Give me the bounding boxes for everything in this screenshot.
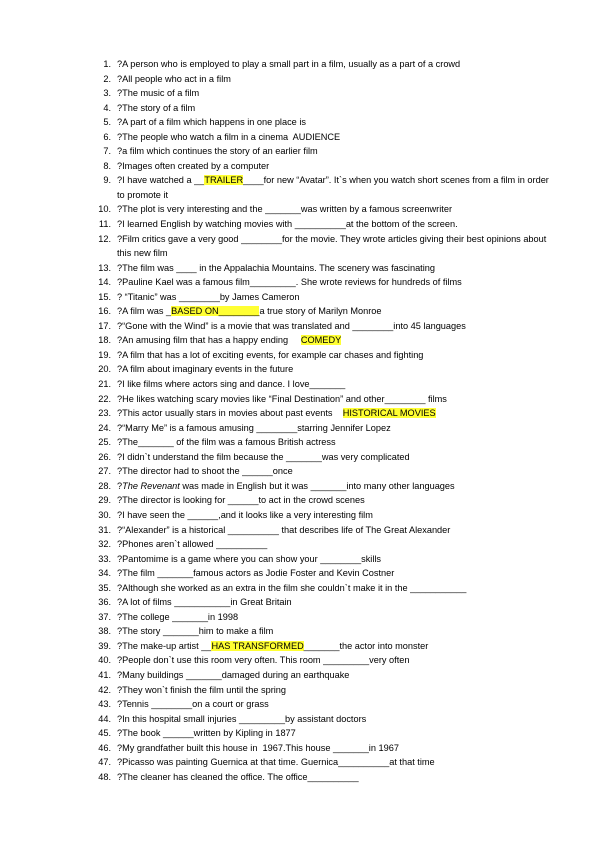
text-segment: ?Many buildings _______damaged during an earthquake bbox=[117, 669, 350, 680]
item-text bbox=[117, 510, 373, 520]
item-number: 45. bbox=[98, 728, 111, 739]
list-item bbox=[97, 159, 557, 174]
text-segment: ?I like films where actors sing and dance. I love_______ bbox=[117, 379, 346, 390]
item-text bbox=[117, 103, 195, 113]
item-number: 27. bbox=[98, 466, 111, 477]
highlighted-answer: HISTORICAL MOVIES bbox=[342, 408, 436, 419]
list-item bbox=[97, 232, 557, 261]
item-number: 48. bbox=[98, 771, 111, 782]
list-item bbox=[97, 566, 557, 581]
list-item bbox=[97, 86, 557, 101]
item-number: 32. bbox=[98, 539, 111, 550]
text-segment: ?Pantomime is a game where you can show your ________skills bbox=[117, 553, 382, 564]
item-number: 22. bbox=[98, 393, 111, 404]
text-segment: ?People don`t use this room very often. This room _________very often bbox=[117, 655, 410, 666]
highlighted-answer: TRAILER bbox=[204, 175, 244, 186]
item-text bbox=[117, 408, 436, 418]
list-item bbox=[97, 595, 557, 610]
text-segment: ?A person who is employed to play a small part in a film, usually as a part of a crowd bbox=[117, 59, 461, 69]
list-item bbox=[97, 173, 557, 202]
item-number: 3. bbox=[103, 88, 111, 99]
item-number: 5. bbox=[103, 117, 111, 128]
list-item bbox=[97, 130, 557, 145]
item-text bbox=[117, 423, 391, 433]
text-segment: ?The director is looking for ______to act in the crowd scenes bbox=[117, 495, 365, 506]
list-item bbox=[97, 712, 557, 727]
text-segment: ? “Titanic” was ________by James Cameron bbox=[117, 291, 300, 302]
text-segment: ?The make-up artist __ bbox=[117, 640, 212, 651]
list-item bbox=[97, 435, 557, 450]
item-number: 47. bbox=[98, 757, 111, 768]
text-segment: ?The book ______written by Kipling in 1877 bbox=[117, 728, 296, 739]
text-segment: ?The director had to shoot the ______once bbox=[117, 466, 293, 477]
list-item bbox=[97, 450, 557, 465]
item-number: 6. bbox=[103, 131, 111, 142]
item-number: 17. bbox=[98, 320, 111, 331]
item-text bbox=[117, 481, 455, 491]
item-number: 31. bbox=[98, 524, 111, 535]
text-segment: ?I have seen the ______,and it looks like a very interesting film bbox=[117, 509, 373, 520]
list-item bbox=[97, 653, 557, 668]
item-text bbox=[117, 641, 428, 651]
list-item bbox=[97, 217, 557, 232]
item-text bbox=[117, 539, 267, 549]
item-number: 15. bbox=[98, 291, 111, 302]
list-item bbox=[97, 392, 557, 407]
list-item bbox=[97, 770, 557, 785]
text-segment: ?A part of a film which happens in one place is bbox=[117, 117, 306, 128]
text-segment: ?“Marry Me” is a famous amusing ________starring Jennifer Lopez bbox=[117, 422, 391, 433]
item-text bbox=[117, 772, 359, 782]
text-segment: ?The story of a film bbox=[117, 102, 196, 113]
item-text bbox=[117, 132, 340, 142]
highlighted-answer: COMEDY bbox=[300, 335, 342, 346]
text-segment: ?This actor usually stars in movies about past events bbox=[117, 408, 343, 419]
item-text bbox=[117, 597, 292, 607]
item-number: 1. bbox=[103, 59, 111, 69]
list-item bbox=[97, 319, 557, 334]
item-text bbox=[117, 554, 381, 564]
list-item bbox=[97, 144, 557, 159]
list-item bbox=[97, 57, 557, 72]
list-item bbox=[97, 275, 557, 290]
text-segment: ?The film _______famous actors as Jodie Foster and Kevin Costner bbox=[117, 568, 395, 579]
text-segment: ?Picasso was painting Guernica at that time. Guernica__________at that time bbox=[117, 757, 435, 768]
item-number: 20. bbox=[98, 364, 111, 375]
item-text bbox=[117, 452, 410, 462]
text-segment: ?The music of a film bbox=[117, 88, 200, 99]
list-item bbox=[97, 741, 557, 756]
text-segment: ?The cleaner has cleaned the office. The office__________ bbox=[117, 771, 359, 782]
text-segment: ?Pauline Kael was a famous film_________. She wrote reviews for hundreds of films bbox=[117, 277, 462, 288]
text-segment: ?An amusing film that has a happy ending bbox=[117, 335, 301, 346]
item-text bbox=[117, 728, 296, 738]
item-text bbox=[117, 350, 423, 360]
item-number: 11. bbox=[98, 219, 111, 230]
item-text bbox=[117, 306, 382, 316]
list-item bbox=[97, 552, 557, 567]
text-segment: ?A lot of films ___________in Great Britain bbox=[117, 597, 292, 608]
text-segment: ?A film about imaginary events in the future bbox=[117, 364, 294, 375]
list-item bbox=[97, 421, 557, 436]
list-item bbox=[97, 581, 557, 596]
text-segment: ?The college _______in 1998 bbox=[117, 611, 239, 622]
item-text bbox=[117, 612, 238, 622]
item-text bbox=[117, 335, 341, 345]
text-segment: ?“Gone with the Wind” is a movie that was translated and ________into 45 languages bbox=[117, 320, 466, 331]
text-segment: ?In this hospital small injuries _________by assistant doctors bbox=[117, 713, 367, 724]
item-number: 4. bbox=[103, 102, 111, 113]
item-number: 24. bbox=[98, 422, 111, 433]
question-list bbox=[97, 57, 557, 784]
text-segment: ?I have watched a __ bbox=[117, 175, 205, 186]
item-number: 46. bbox=[98, 742, 111, 753]
list-item bbox=[97, 115, 557, 130]
text-segment: ?I learned English by watching movies with __________at the bottom of the screen. bbox=[117, 219, 458, 230]
list-item bbox=[97, 479, 557, 494]
text-segment: ?“Alexander” is a historical __________ that describes life of The Great Alexander bbox=[117, 524, 451, 535]
item-text bbox=[117, 394, 447, 404]
item-text bbox=[117, 699, 269, 709]
item-number: 35. bbox=[98, 582, 111, 593]
item-text bbox=[117, 204, 452, 214]
item-number: 39. bbox=[98, 640, 111, 651]
highlighted-answer: HAS TRANSFORMED bbox=[211, 640, 304, 651]
item-number: 19. bbox=[98, 349, 111, 360]
list-item bbox=[97, 304, 557, 319]
item-number: 37. bbox=[98, 611, 111, 622]
text-segment: ?Images often created by a computer bbox=[117, 160, 270, 171]
text-segment: ? bbox=[117, 480, 123, 491]
text-segment: _______the actor into monster bbox=[303, 640, 429, 651]
item-number: 38. bbox=[98, 626, 111, 637]
item-number: 43. bbox=[98, 699, 111, 710]
text-segment: ?Phones aren`t allowed __________ bbox=[117, 539, 268, 550]
item-text bbox=[117, 88, 199, 98]
text-segment: ?The people who watch a film in a cinema AUDIENCE bbox=[117, 131, 341, 142]
list-item bbox=[97, 755, 557, 770]
item-number: 2. bbox=[103, 73, 111, 84]
list-item bbox=[97, 406, 557, 421]
list-item bbox=[97, 508, 557, 523]
list-item bbox=[97, 101, 557, 116]
item-text bbox=[117, 146, 318, 156]
item-number: 21. bbox=[98, 379, 111, 390]
item-number: 29. bbox=[98, 495, 111, 506]
list-item bbox=[97, 377, 557, 392]
text-segment: ?The plot is very interesting and the _______was written by a famous screenwriter bbox=[117, 204, 453, 215]
item-number: 8. bbox=[103, 160, 111, 171]
item-text bbox=[117, 379, 345, 389]
list-item bbox=[97, 202, 557, 217]
list-item bbox=[97, 333, 557, 348]
list-item bbox=[97, 610, 557, 625]
item-text bbox=[117, 626, 273, 636]
text-segment: ?Tennis ________on a court or grass bbox=[117, 699, 269, 710]
list-item bbox=[97, 726, 557, 741]
item-number: 12. bbox=[98, 233, 111, 244]
list-item bbox=[97, 362, 557, 377]
list-item bbox=[97, 639, 557, 654]
text-segment: ?All people who act in a film bbox=[117, 73, 231, 84]
text-segment: ?Although she worked as an extra in the film she couldn`t make it in the ___________ bbox=[117, 582, 467, 593]
item-number: 36. bbox=[98, 597, 111, 608]
item-text bbox=[117, 321, 466, 331]
text-segment: ?A film was _ bbox=[117, 306, 172, 317]
item-text bbox=[117, 364, 293, 374]
text-segment: ?My grandfather built this house in 1967.This house _______in 1967 bbox=[117, 742, 399, 753]
list-item bbox=[97, 668, 557, 683]
item-number: 25. bbox=[98, 437, 111, 448]
item-text bbox=[117, 714, 366, 724]
item-number: 16. bbox=[98, 306, 111, 317]
text-segment: ?He likes watching scary movies like “Final Destination” and other________ films bbox=[117, 393, 447, 404]
item-text bbox=[117, 292, 299, 302]
item-number: 10. bbox=[98, 204, 111, 215]
item-text bbox=[117, 757, 435, 767]
item-text bbox=[117, 568, 394, 578]
text-segment: ____for new “Avatar”. It`s when you watch short scenes from a film in order to promote it bbox=[117, 175, 552, 200]
item-number: 28. bbox=[98, 480, 111, 491]
item-text bbox=[117, 685, 286, 695]
item-text bbox=[117, 175, 551, 200]
item-text bbox=[117, 466, 293, 476]
list-item bbox=[97, 523, 557, 538]
item-text bbox=[117, 234, 549, 259]
item-number: 23. bbox=[98, 408, 111, 419]
text-segment: a true story of Marilyn Monroe bbox=[259, 306, 382, 317]
item-text bbox=[117, 437, 336, 447]
text-segment: ?The story _______him to make a film bbox=[117, 626, 274, 637]
item-number: 26. bbox=[98, 451, 111, 462]
item-text bbox=[117, 117, 306, 127]
item-text bbox=[117, 583, 466, 593]
list-item bbox=[97, 683, 557, 698]
item-text bbox=[117, 670, 349, 680]
item-text bbox=[117, 277, 462, 287]
italic-title: The Revenant bbox=[122, 480, 180, 491]
text-segment: ?They won`t finish the film until the spring bbox=[117, 684, 287, 695]
text-segment: ?I didn`t understand the film because the _______was very complicated bbox=[117, 451, 410, 462]
list-item bbox=[97, 697, 557, 712]
text-segment: ?The_______ of the film was a famous British actress bbox=[117, 437, 336, 448]
item-text bbox=[117, 219, 458, 229]
item-number: 9. bbox=[103, 175, 111, 186]
text-segment: ?a film which continues the story of an earlier film bbox=[117, 146, 318, 157]
item-text bbox=[117, 655, 409, 665]
item-text bbox=[117, 495, 365, 505]
item-text bbox=[117, 161, 269, 171]
text-segment: ?The film was ____ in the Appalachia Mountains. The scenery was fascinating bbox=[117, 262, 435, 273]
item-number: 42. bbox=[98, 684, 111, 695]
item-number: 14. bbox=[98, 277, 111, 288]
text-segment: ?A film that has a lot of exciting events, for example car chases and fighting bbox=[117, 349, 424, 360]
item-number: 7. bbox=[103, 146, 111, 157]
list-item bbox=[97, 624, 557, 639]
item-text bbox=[117, 743, 399, 753]
item-number: 18. bbox=[98, 335, 111, 346]
list-item bbox=[97, 348, 557, 363]
list-item bbox=[97, 537, 557, 552]
list-item bbox=[97, 72, 557, 87]
text-segment: ?Film critics gave a very good ________for the movie. They wrote articles giving their best opinions about this new film bbox=[117, 233, 549, 259]
item-number: 34. bbox=[98, 568, 111, 579]
item-number: 13. bbox=[98, 262, 111, 273]
list-item bbox=[97, 464, 557, 479]
list-item bbox=[97, 261, 557, 276]
item-text bbox=[117, 263, 435, 273]
list-item bbox=[97, 493, 557, 508]
text-segment: was made in English but it was _______into many other languages bbox=[179, 480, 455, 491]
item-text bbox=[117, 525, 450, 535]
item-number: 40. bbox=[98, 655, 111, 666]
highlighted-answer: BASED ON________ bbox=[171, 306, 260, 317]
item-number: 41. bbox=[98, 669, 111, 680]
item-number: 44. bbox=[98, 713, 111, 724]
item-text bbox=[117, 74, 231, 84]
list-item bbox=[97, 290, 557, 305]
item-number: 33. bbox=[98, 553, 111, 564]
item-text bbox=[117, 59, 460, 69]
item-number: 30. bbox=[98, 509, 111, 520]
